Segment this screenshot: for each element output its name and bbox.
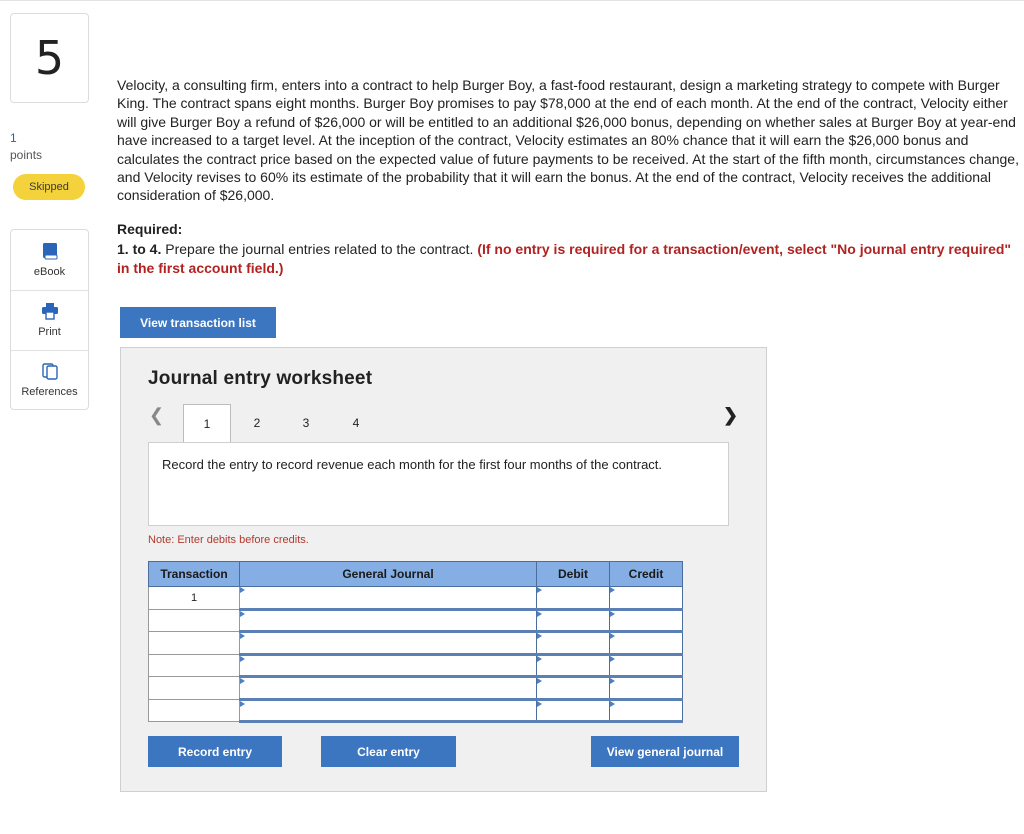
book-icon [41, 242, 59, 260]
credit-field[interactable] [610, 677, 683, 700]
points-label: points [10, 148, 43, 162]
debit-field[interactable] [537, 609, 610, 632]
required-instruction: Prepare the journal entries related to the contract. [161, 241, 478, 257]
ebook-button[interactable] [11, 230, 88, 290]
references-icon [41, 362, 59, 380]
debit-field[interactable] [537, 632, 610, 655]
tab-3[interactable]: 3 [302, 416, 310, 430]
required-note: (If no entry is required for a transaction/event, select "No journal entry required" in the first account field.) [117, 241, 1012, 276]
chevron-right-icon[interactable]: ❯ [723, 405, 739, 425]
view-transaction-list-button[interactable]: View transaction list [120, 307, 276, 338]
credit-field[interactable] [610, 587, 683, 610]
entry-note: Note: Enter debits before credits. [148, 534, 309, 546]
debit-field[interactable] [537, 699, 610, 722]
transaction-cell [149, 632, 240, 655]
credit-field[interactable] [610, 632, 683, 655]
required-part: 1. to 4. [117, 241, 162, 257]
worksheet-title: Journal entry worksheet [148, 368, 373, 389]
tab-1[interactable]: 1 [183, 404, 231, 442]
col-transaction: Transaction [149, 562, 240, 587]
points-value: 1 [10, 131, 17, 145]
credit-field[interactable] [610, 609, 683, 632]
entry-prompt: Record the entry to record revenue each month for the first four months of the contract. [148, 442, 729, 526]
status-badge: Skipped [13, 174, 85, 200]
print-button[interactable] [11, 290, 88, 350]
journal-table [148, 561, 683, 723]
chevron-left-icon[interactable]: ❮ [149, 405, 165, 425]
transaction-cell [149, 654, 240, 677]
question-number: 5 [10, 13, 89, 103]
top-divider [0, 0, 1024, 1]
references-label: References [21, 386, 78, 398]
required-heading: Required: [117, 221, 183, 237]
record-entry-button[interactable]: Record entry [148, 736, 282, 767]
credit-field[interactable] [610, 654, 683, 677]
table-row [149, 587, 683, 610]
table-row [149, 677, 683, 700]
table-row [149, 609, 683, 632]
tab-2[interactable]: 2 [253, 416, 261, 430]
col-credit: Credit [610, 562, 683, 587]
print-label: Print [38, 326, 61, 338]
tab-4[interactable]: 4 [352, 416, 360, 430]
references-button[interactable] [11, 350, 88, 410]
debit-field[interactable] [537, 654, 610, 677]
col-general-journal: General Journal [240, 562, 537, 587]
tools-panel [10, 229, 89, 410]
debit-field[interactable] [537, 587, 610, 610]
table-row [149, 654, 683, 677]
table-row [149, 699, 683, 722]
transaction-cell: 1 [149, 587, 240, 610]
problem-text: Velocity, a consulting firm, enters into a contract to help Burger Boy, a fast-food restaurant, design a marketing strategy to compete with Burger King. The contract spans eight months. Burger Boy promises to pay $78,000 at the end of each month. At the end of the contract, Velocity either will give Burger Boy a refund of $26,000 or will be entitled to an additional $26,000 bonus, depending on whether sales at Burger Boy at year-end have increased to a target level. At the inception of the contract, Velocity estimates an 80% chance that it will earn the $26,000 bonus and calculates the contract price based on the expected value of future payments to be received. At the start of the fifth month, circumstances change, and Velocity revises to 60% its estimate of the probability that it will earn the bonus. At the end of the contract, Velocity receives the additional consideration of $26,000. [117, 77, 1019, 204]
transaction-cell [149, 609, 240, 632]
ebook-label: eBook [33, 266, 66, 278]
printer-icon [41, 302, 59, 320]
debit-field[interactable] [537, 677, 610, 700]
account-field[interactable] [240, 654, 537, 677]
transaction-cell [149, 677, 240, 700]
account-field[interactable] [240, 632, 537, 655]
account-field[interactable] [240, 699, 537, 722]
clear-entry-button[interactable]: Clear entry [321, 736, 456, 767]
view-general-journal-button[interactable]: View general journal [591, 736, 739, 767]
col-debit: Debit [537, 562, 610, 587]
account-field[interactable] [240, 587, 537, 610]
account-field[interactable] [240, 677, 537, 700]
table-row [149, 632, 683, 655]
credit-field[interactable] [610, 699, 683, 722]
journal-entry-worksheet [120, 347, 767, 792]
required-instructions [117, 240, 1017, 277]
transaction-cell [149, 699, 240, 722]
account-field[interactable] [240, 609, 537, 632]
